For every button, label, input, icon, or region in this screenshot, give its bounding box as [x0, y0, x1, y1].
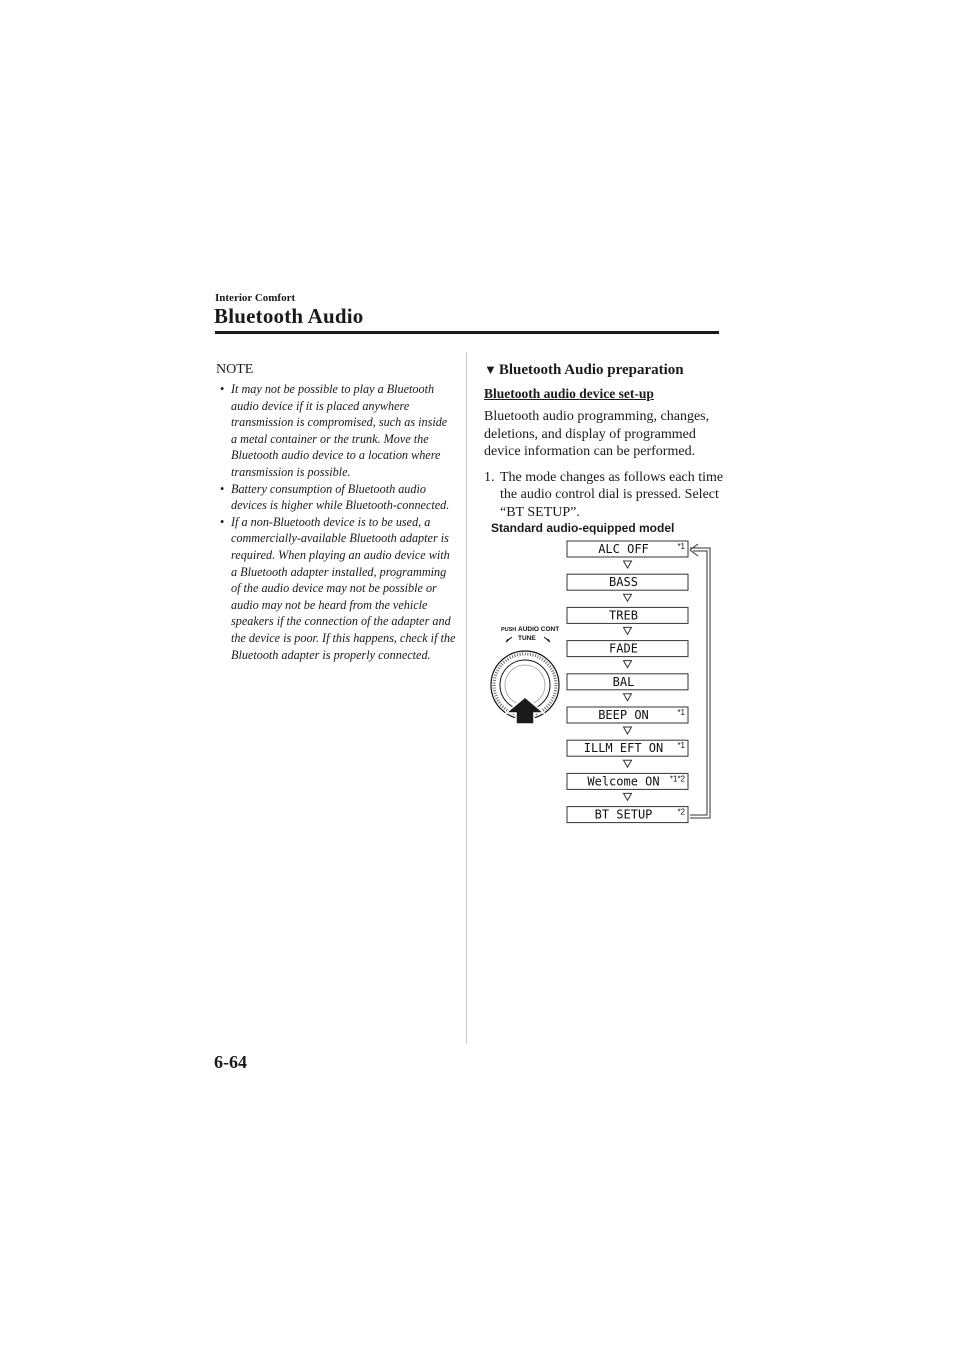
down-arrow-icon [624, 727, 632, 734]
mode-label: BAL [612, 674, 635, 689]
mode-label: Welcome ON [587, 774, 660, 789]
note-heading: NOTE [216, 362, 254, 377]
step-number: 1. [484, 469, 495, 485]
down-arrow-icon [624, 694, 632, 701]
mode-footnote-mark: *1 [677, 708, 685, 717]
note-item [216, 481, 456, 514]
mode-cycle-diagram [484, 536, 724, 836]
mode-footnote-mark: *1 [677, 741, 685, 751]
down-arrow-icon [624, 627, 632, 634]
triangle-marker-icon: ▼ [484, 362, 497, 377]
mode-label: TREB [609, 608, 638, 623]
note-block [216, 362, 456, 663]
preparation-block [484, 362, 724, 522]
preparation-heading [484, 362, 724, 379]
mode-label: BT SETUP [594, 807, 653, 822]
mode-label: BASS [609, 575, 638, 590]
down-arrow-icon [624, 661, 632, 668]
down-arrow-icon [624, 793, 632, 800]
mode-box [567, 674, 688, 690]
note-item [216, 514, 456, 663]
mode-box [567, 541, 688, 557]
preparation-heading-text: Bluetooth Audio preparation [498, 362, 684, 378]
dial-push-label: PUSH [501, 627, 517, 633]
section-label: Interior Comfort [215, 292, 296, 304]
page-number: 6-64 [214, 1052, 247, 1072]
mode-box [567, 707, 688, 723]
mode-list [567, 541, 688, 823]
mode-label: FADE [609, 641, 638, 656]
setup-subheading: Bluetooth audio device set-up [484, 386, 654, 401]
mode-box [567, 773, 688, 789]
page-title: Bluetooth Audio [214, 304, 364, 328]
mode-label: ILLM EFT ON [583, 741, 664, 756]
note-item-text: If a non-Bluetooth device is to be used, a commercially-available Bluetooth adapter is required. When playing an audio device with a Bluetooth adapter installed, programming of the audio device may not be possible or audio may not be heard from the vehicle speakers if the connection of the adapter and the device is poor. If this happens, check if the Bluetooth adapter is properly connected. [231, 514, 456, 662]
note-item-text: Battery consumption of Bluetooth audio devices is higher while Bluetooth-connected. [231, 481, 450, 513]
mode-footnote-mark: *1 [677, 542, 685, 551]
dial-tune-label: TUNE [518, 635, 536, 642]
bullet-icon: • [220, 514, 225, 529]
down-arrow-icon [624, 760, 632, 767]
dial-audio-cont-label: AUDIO CONT [518, 626, 560, 633]
mode-box [567, 607, 688, 623]
step-1 [484, 469, 724, 522]
mode-box [567, 641, 688, 657]
audio-control-dial [491, 626, 559, 724]
mode-footnote-mark: *2 [677, 807, 685, 817]
column-divider [466, 352, 467, 1044]
bullet-icon: • [220, 382, 225, 396]
intro-paragraph: Bluetooth audio programming, changes, deletions, and display of programmed device information can be performed. [484, 409, 710, 460]
mode-label: ALC OFF [598, 542, 649, 556]
mode-footnote-mark: *1*2 [669, 774, 685, 784]
note-item-text: It may not be possible to play a Bluetooth audio device if it is placed anywhere transmission is compromised, such as inside a metal container or the trunk. Move the Bluetooth audio device to a location where transmission is possible. [231, 382, 448, 479]
mode-label: BEEP ON [598, 708, 649, 722]
header-rule [215, 331, 719, 334]
mode-box [567, 807, 688, 823]
note-item [216, 381, 456, 481]
note-list [216, 381, 456, 663]
model-label: Standard audio-equipped model [491, 521, 675, 535]
mode-box [567, 740, 688, 756]
bullet-icon: • [220, 481, 225, 496]
mode-box [567, 574, 688, 590]
down-arrow-icon [624, 561, 632, 568]
down-arrow-icon [624, 594, 632, 601]
step-text: The mode changes as follows each time the audio control dial is pressed. Select “BT SETUP”. [500, 469, 724, 520]
